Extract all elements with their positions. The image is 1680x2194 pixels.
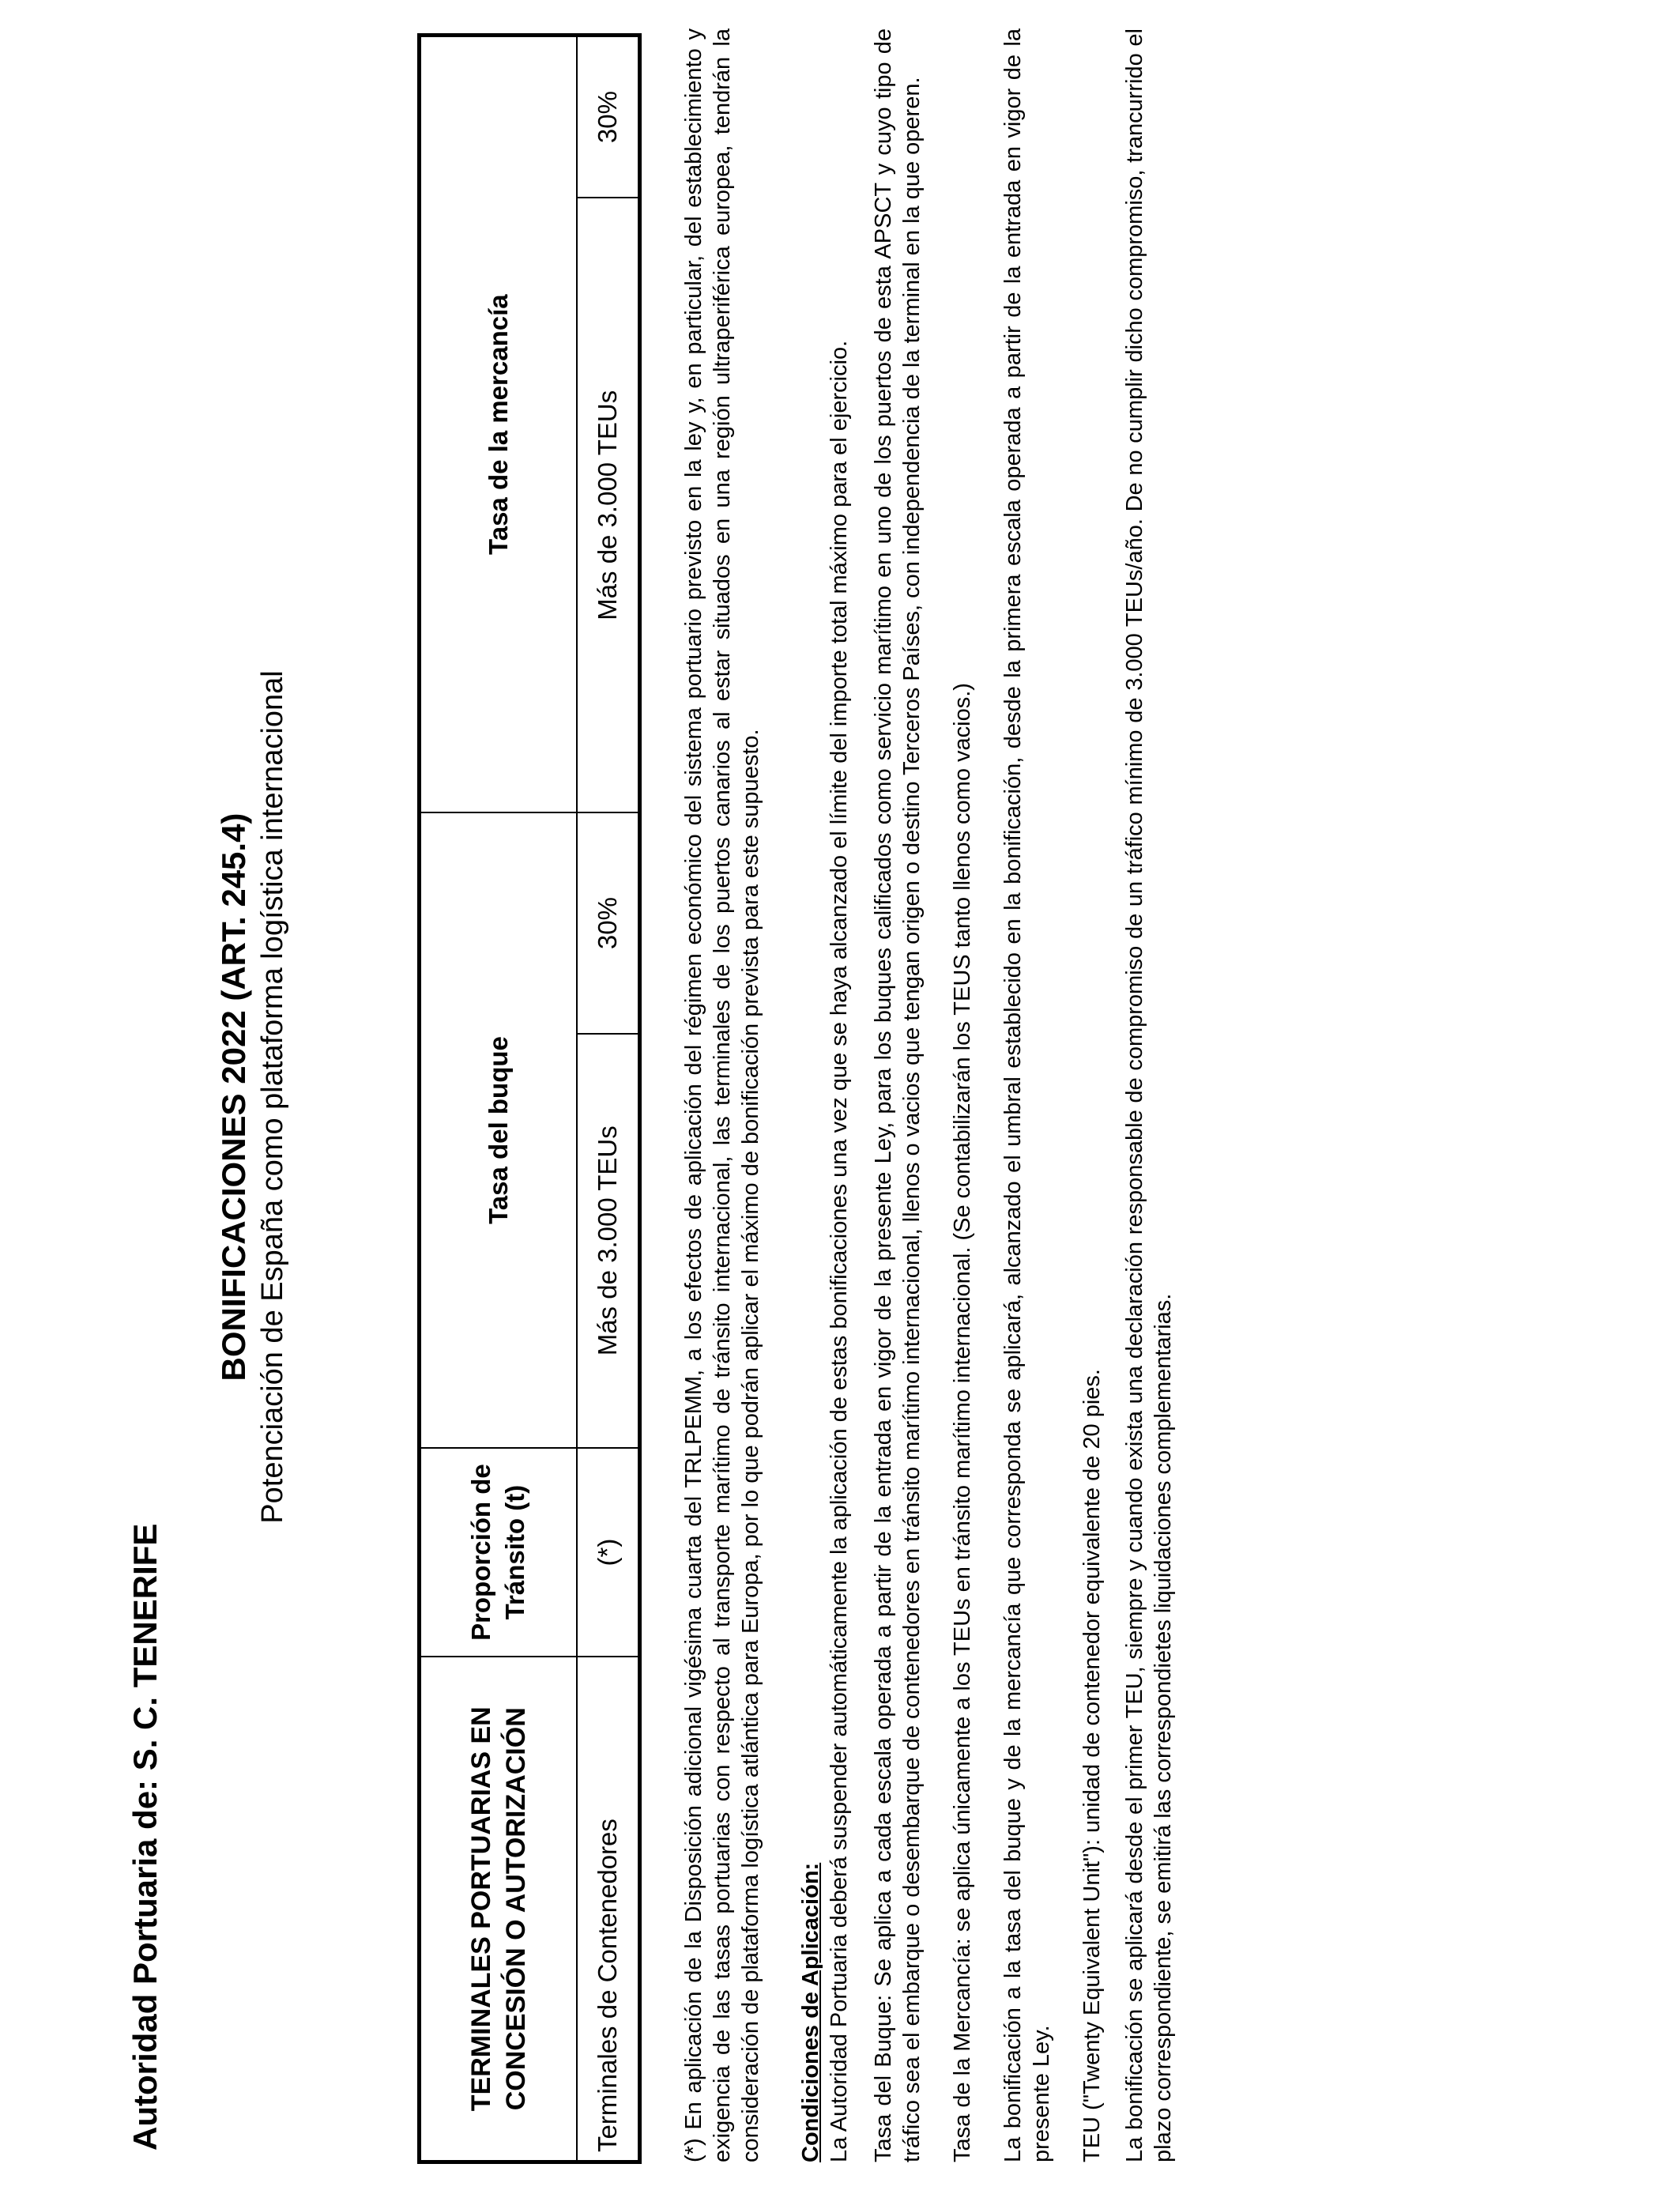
bonus-table — [417, 33, 642, 2164]
tasa-buque-note: Tasa del Buque: Se aplica a cada escala operada a partir de la entrada en vigor de la presente Ley, para los buques calificados como servicio marítimo en uno de los puertos de esta APSCT y cuyo tipo de tráfico sea el embarque o desembarque de contenedores en tránsito marítimo internacional, llenos o vacios que tengan origen o destino Terceros Países, con independencia de la terminal en la que operen. — [871, 28, 925, 2162]
cell-buque-umbral: Más de 3.000 TEUs — [577, 1034, 640, 1448]
table-header-row — [420, 36, 578, 2162]
page-subtitle: Potenciación de España como plataforma logística internacional — [256, 670, 289, 1524]
cell-terminal: Terminales de Contenedores — [577, 1657, 640, 2162]
notes-section — [680, 28, 1200, 2162]
page-title: BONIFICACIONES 2022 (ART. 245.4) — [215, 812, 252, 1382]
header-tasa-buque: Tasa del buque — [420, 812, 578, 1447]
cell-proporcion: (*) — [577, 1448, 640, 1657]
header-terminales: TERMINALES PORTUARIAS EN CONCESIÓN O AUTORIZACIÓN — [420, 1657, 578, 2162]
header-tasa-mercancia: Tasa de la mercancía — [420, 36, 578, 813]
port-authority-heading: Autoridad Portuaria de: S. C. TENERIFE — [126, 1523, 164, 2151]
asterisk-note: (*) En aplicación de la Disposición adicional vigésima cuarta del TRLPEMM, a los efectos de aplicación del régimen económico del sistema portuario previsto en la ley y, en particular, del establecimiento y exigencia de las tasas portuarias con respecto al transporte marítimo de tránsito internacional, las terminales de los puertos canarios al estar situados en una región ultraperiférica europea, tendrán la consideración de plataforma logística atlántica para Europa, por lo que podrán aplicar el máximo de bonificación prevista para este supuesto. — [681, 28, 763, 2162]
tasa-mercancia-note: Tasa de la Mercancía: se aplica únicamente a los TEUs en tránsito marítimo internacional. (Se contabilizarán los TEUS tanto llenos como vacios.) — [950, 683, 975, 2162]
conditions-text: La Autoridad Portuaria deberá suspender automáticamente la aplicación de estas bonificaciones una vez que se haya alcanzado el límite del importe total máximo para el ejercicio. — [827, 340, 852, 2162]
teu-definition: TEU ("Twenty Equivalent Unit"): unidad de contenedor equivalente de 20 pies. — [1079, 1369, 1105, 2162]
cell-mercancia-pct: 30% — [577, 36, 640, 198]
header-proporcion: Proporción de Tránsito (t) — [420, 1448, 578, 1657]
table-row — [577, 36, 640, 2162]
conditions-heading: Condiciones de Aplicación: — [798, 1862, 823, 2162]
cell-buque-pct: 30% — [577, 812, 640, 1033]
compromiso-note: La bonificación se aplicará desde el primer TEU, siempre y cuando exista una declaración responsable de compromiso de un tráfico mínimo de 3.000 TEUs/año. De no cumplir dicho compromiso, trancurrido el plazo correspondiente, se emitirá las correspondietes liquidaciones complementarias. — [1122, 28, 1176, 2162]
bonificacion-note: La bonificación a la tasa del buque y de la mercancía que corresponda se aplicará, alcanzado el umbral establecido en la bonificación, desde la primera escala operada a partir de la entrada en vigor de la presente Ley. — [1000, 28, 1054, 2162]
cell-mercancia-umbral: Más de 3.000 TEUs — [577, 198, 640, 812]
